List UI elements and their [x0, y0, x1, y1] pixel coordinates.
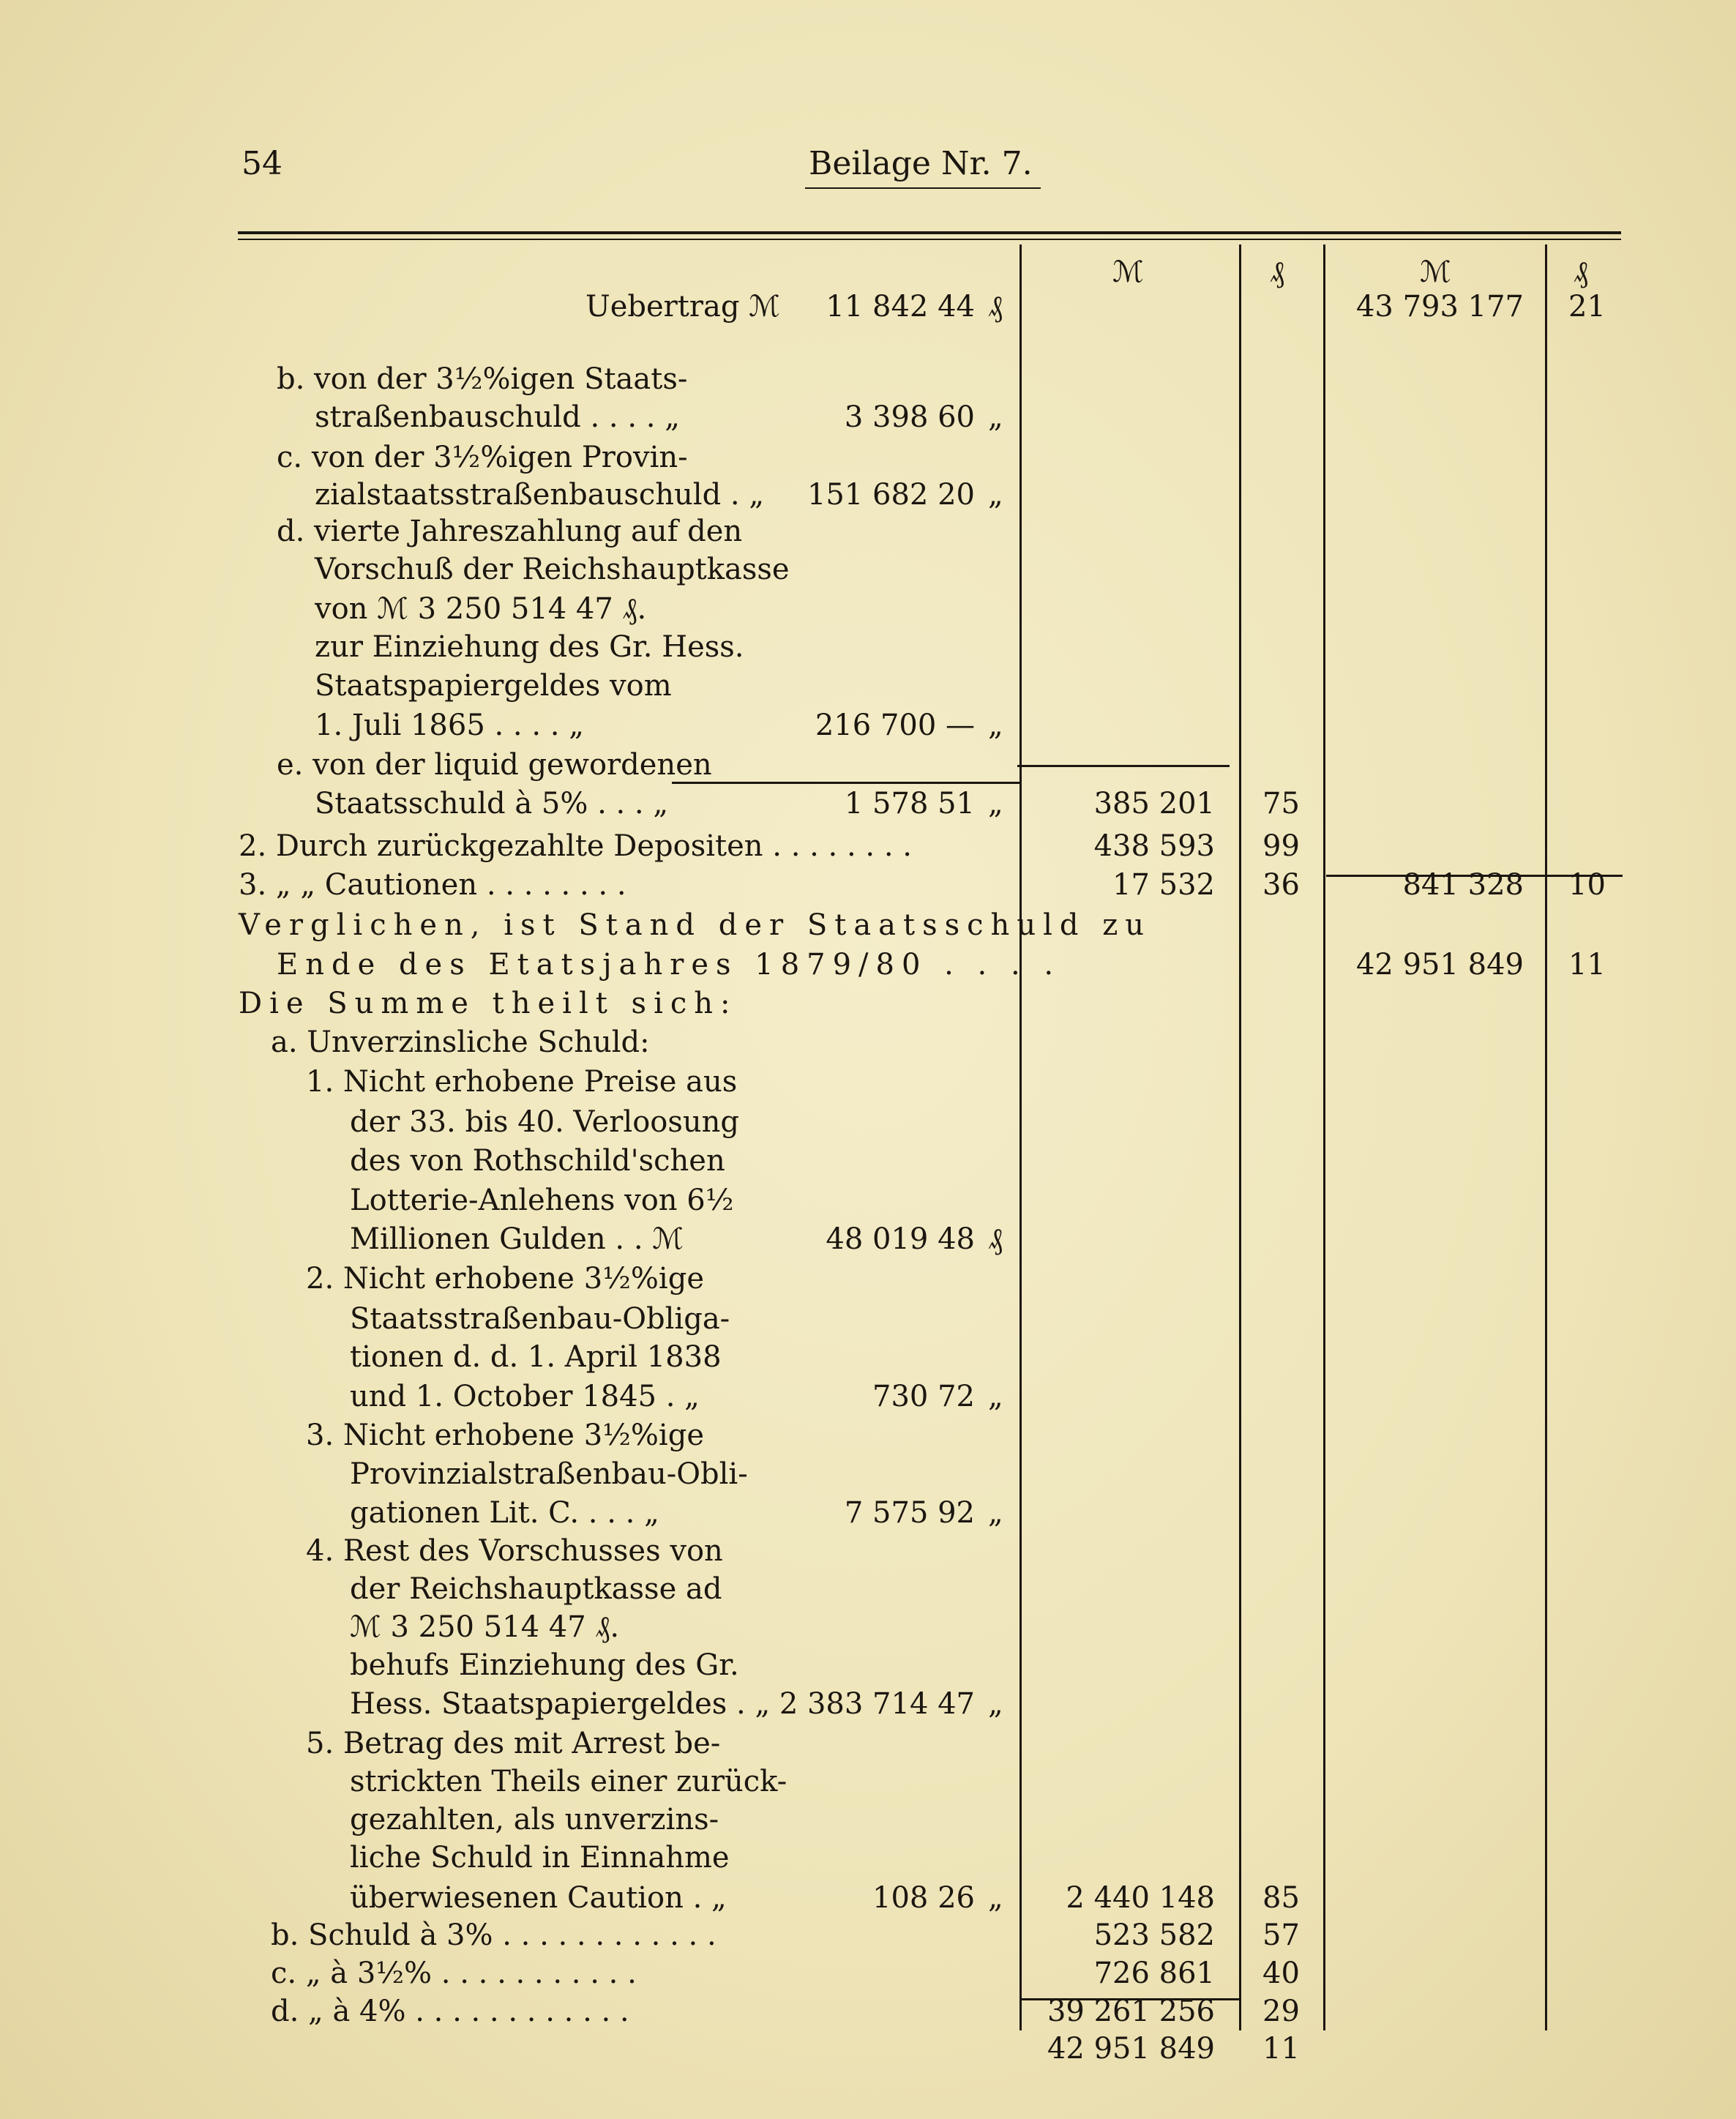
- inner-amount-d6: 216 700 —: [815, 709, 975, 742]
- entry-text-d6: 1. Juli 1865 . . . . „: [315, 709, 584, 742]
- col-header-mark-1: ℳ: [1112, 255, 1144, 289]
- entry-text-a11: 1. Nicht erhobene Preise aus: [306, 1065, 738, 1099]
- inner-amount-a24: 730 72: [872, 1380, 975, 1413]
- inner-unit-b2: „: [988, 400, 1003, 434]
- pf-col-2-ueb: 21: [1568, 290, 1606, 324]
- col-header-pf-1: ₰: [1270, 255, 1284, 289]
- entry-text-c2: zialstaatsstraßenbauschuld . „: [315, 478, 765, 512]
- inner-amount-e2: 1 578 51: [844, 787, 975, 821]
- mark-col-1-e2: 385 201: [1093, 787, 1215, 821]
- entry-text-a31: 3. Nicht erhobene 3½%ige: [306, 1419, 704, 1452]
- entry-text-a13: des von Rothschild'schen: [350, 1144, 725, 1178]
- inner-unit-ueb: ₰: [988, 290, 1003, 324]
- inner-unit-e2: „: [988, 787, 1003, 821]
- mark-col-1-a55: 2 440 148: [1066, 1881, 1215, 1915]
- inner-amount-b2: 3 398 60: [844, 400, 975, 434]
- entry-text-d3: von ℳ 3 250 514 47 ₰.: [315, 592, 647, 626]
- entry-text-v1: Verglichen, ist Stand der Staatsschuld zu: [239, 908, 1152, 942]
- pf-col-1-e2: 75: [1262, 787, 1300, 821]
- pf-col-2-v2: 11: [1568, 948, 1606, 982]
- mark-col-1-n3: 17 532: [1112, 868, 1215, 902]
- mark-col-1-sd: 39 261 256: [1047, 1995, 1215, 2028]
- inner-amount-c2: 151 682 20: [807, 478, 975, 512]
- subtotal-rule-top: [1017, 765, 1230, 767]
- column-rule-3: [1323, 244, 1325, 2030]
- entry-text-a45: Hess. Staatspapiergeldes . „: [350, 1687, 771, 1721]
- inner-unit-a24: „: [988, 1380, 1003, 1413]
- entry-text-a22: Staatsstraßenbau-Obliga-: [350, 1302, 730, 1336]
- mark-col-1-sb: 523 582: [1093, 1918, 1215, 1952]
- entry-text-sb: b. Schuld à 3% . . . . . . . . . . . .: [271, 1918, 717, 1952]
- inner-unit-a15: ₰: [988, 1222, 1003, 1256]
- entry-text-d5: Staatspapiergeldes vom: [315, 669, 672, 703]
- entry-text-d4: zur Einziehung des Gr. Hess.: [315, 630, 744, 664]
- entry-text-a54: liche Schuld in Einnahme: [350, 1841, 730, 1875]
- pf-col-1-a55: 85: [1262, 1881, 1300, 1915]
- entry-text-d2: Vorschuß der Reichshauptkasse: [315, 553, 790, 586]
- entry-text-b1: b. von der 3½%igen Staats-: [277, 362, 688, 396]
- entry-text-sd: d. „ à 4% . . . . . . . . . . . .: [271, 1995, 629, 2028]
- entry-text-s2: a. Unverzinsliche Schuld:: [271, 1025, 650, 1059]
- entry-text-a32: Provinzialstraßenbau-Obli-: [350, 1457, 748, 1491]
- inner-unit-a55: „: [988, 1881, 1003, 1915]
- mark-col-1-n2: 438 593: [1093, 829, 1215, 863]
- entry-text-a44: behufs Einziehung des Gr.: [350, 1648, 739, 1682]
- entry-text-e2: Staatsschuld à 5% . . . „: [315, 787, 669, 821]
- entry-text-sc: c. „ à 3½% . . . . . . . . . . .: [271, 1957, 637, 1990]
- top-rule-thick: [238, 231, 1621, 234]
- column-rule-2: [1239, 244, 1241, 2030]
- entry-text-a52: strickten Theils einer zurück-: [350, 1765, 787, 1798]
- inner-amount-a55: 108 26: [872, 1881, 975, 1915]
- mark-col-2-n3: 841 328: [1402, 868, 1524, 902]
- column-rule-4: [1545, 244, 1547, 2030]
- entry-text-a12: der 33. bis 40. Verloosung: [350, 1105, 740, 1139]
- col-header-mark-2: ℳ: [1420, 255, 1451, 289]
- inner-unit-d6: „: [988, 709, 1003, 742]
- entry-text-a41: 4. Rest des Vorschusses von: [306, 1534, 723, 1568]
- entry-text-d1: d. vierte Jahreszahlung auf den: [277, 515, 743, 548]
- entry-text-a33: gationen Lit. C. . . . „: [350, 1496, 659, 1530]
- inner-unit-a33: „: [988, 1496, 1003, 1530]
- entry-text-c1: c. von der 3½%igen Provin-: [277, 441, 688, 474]
- mark-col-2-ueb: 43 793 177: [1355, 290, 1524, 324]
- inner-unit-c2: „: [988, 478, 1003, 512]
- column-rule-1: [1019, 244, 1022, 2030]
- entry-text-a51: 5. Betrag des mit Arrest be-: [306, 1727, 721, 1760]
- entry-text-a42: der Reichshauptkasse ad: [350, 1572, 722, 1606]
- pf-col-1-sd: 29: [1262, 1995, 1300, 2028]
- pf-col-1-n2: 99: [1262, 829, 1300, 863]
- mark-col-1-tot: 42 951 849: [1047, 2032, 1215, 2066]
- entry-text-a21: 2. Nicht erhobene 3½%ige: [306, 1262, 704, 1296]
- items-rule-1: [672, 782, 1019, 784]
- page-title: Beilage Nr. 7.: [809, 145, 1033, 182]
- inner-amount-ueb: 11 842 44: [826, 290, 975, 324]
- pf-col-1-tot: 11: [1262, 2032, 1300, 2066]
- entry-text-a24: und 1. October 1845 . „: [350, 1380, 700, 1413]
- entry-text-a14: Lotterie-Anlehens von 6½: [350, 1184, 734, 1217]
- inner-amount-a33: 7 575 92: [844, 1496, 975, 1530]
- entry-text-n2: 2. Durch zurückgezahlte Depositen . . . . . . . .: [239, 829, 912, 863]
- inner-unit-a45: „: [988, 1687, 1003, 1721]
- mark-col-2-v2: 42 951 849: [1355, 948, 1524, 982]
- mark-col-1-sc: 726 861: [1093, 1957, 1215, 1990]
- pf-col-1-sc: 40: [1262, 1957, 1300, 1990]
- page-number: 54: [242, 145, 283, 182]
- entry-text-b2: straßenbauschuld . . . . „: [315, 400, 680, 434]
- top-rule-thin: [238, 239, 1621, 240]
- pf-col-2-n3: 10: [1568, 868, 1606, 902]
- entry-text-a23: tionen d. d. 1. April 1838: [350, 1340, 722, 1374]
- inner-amount-a45: 2 383 714 47: [779, 1687, 975, 1721]
- entry-text-ueb: Uebertrag ℳ: [585, 290, 780, 324]
- inner-amount-a15: 48 019 48: [826, 1222, 975, 1256]
- entry-text-a53: gezahlten, als unverzins-: [350, 1803, 719, 1836]
- pf-col-1-sb: 57: [1262, 1918, 1300, 1952]
- entry-text-a43: ℳ 3 250 514 47 ₰.: [350, 1610, 620, 1644]
- title-underline: [805, 187, 1041, 189]
- entry-text-e1: e. von der liquid gewordenen: [277, 748, 712, 782]
- pf-col-1-n3: 36: [1262, 868, 1300, 902]
- entry-text-a15: Millionen Gulden . . ℳ: [350, 1222, 684, 1256]
- entry-text-a55: überwiesenen Caution . „: [350, 1881, 727, 1915]
- entry-text-v2: Ende des Etatsjahres 1879/80 . . . .: [277, 948, 1061, 982]
- entry-text-s1: Die Summe theilt sich:: [239, 987, 738, 1020]
- entry-text-n3: 3. „ „ Cautionen . . . . . . . .: [239, 868, 626, 902]
- col-header-pf-2: ₰: [1574, 255, 1588, 289]
